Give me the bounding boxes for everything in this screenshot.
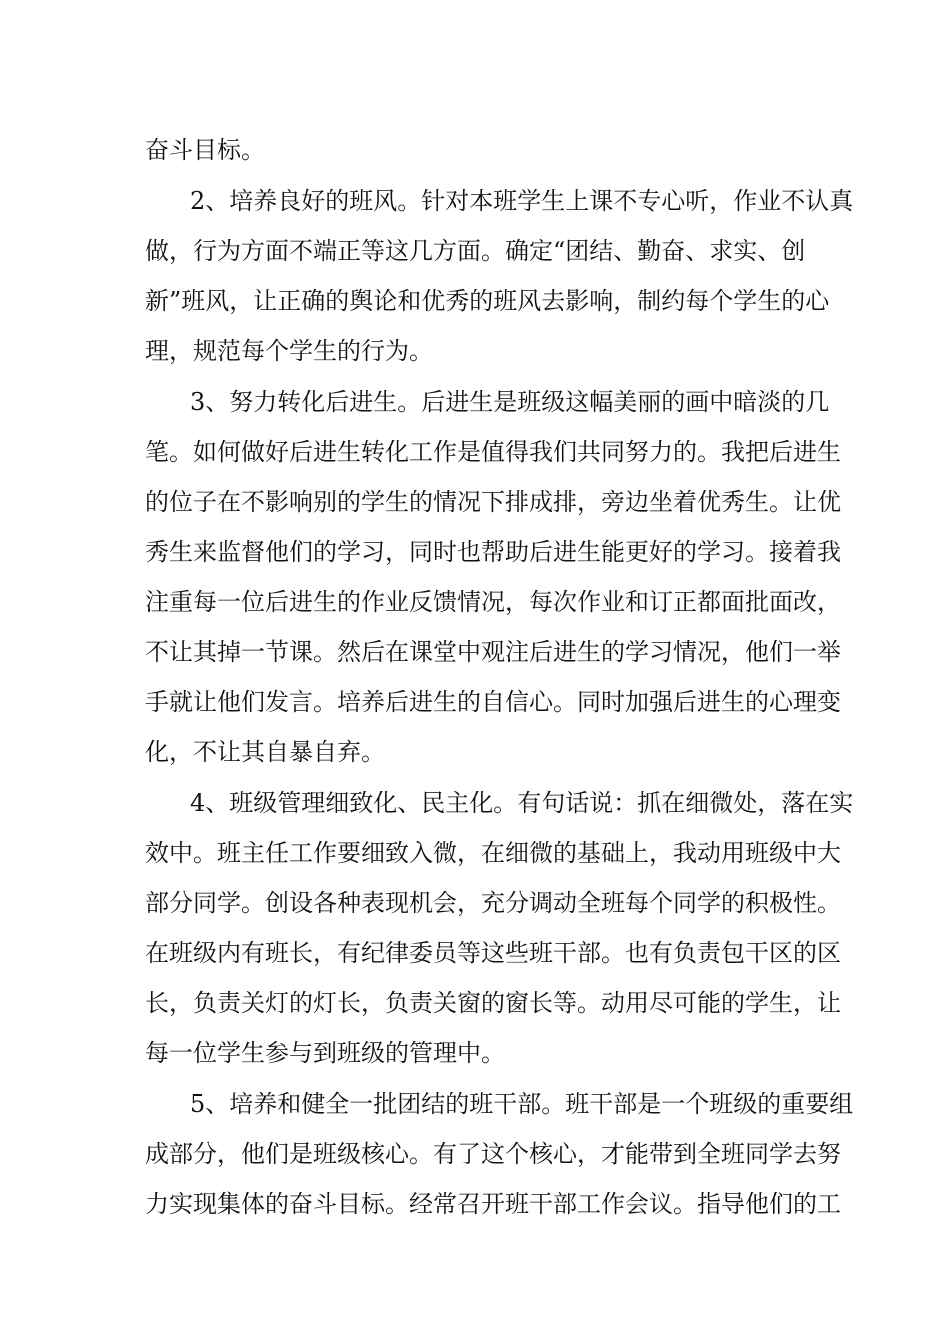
paragraph-start-line: 5、培养和健全一批团结的班干部。班干部是一个班级的重要组: [190, 1090, 854, 1118]
text-line: 每一位学生参与到班级的管理中。: [145, 1039, 505, 1067]
text-line: 长，负责关灯的灯长，负责关窗的窗长等。动用尽可能的学生，让: [145, 989, 841, 1017]
text-line: 理，规范每个学生的行为。: [145, 337, 433, 365]
paragraph-start-line: 3、努力转化后进生。后进生是班级这幅美丽的画中暗淡的几: [190, 388, 830, 416]
text-line: 化，不让其自暴自弃。: [145, 738, 385, 766]
text-line: 不让其掉一节课。然后在课堂中观注后进生的学习情况，他们一举: [145, 638, 841, 666]
text-line: 注重每一位后进生的作业反馈情况，每次作业和订正都面批面改，: [145, 588, 841, 616]
text-line: 手就让他们发言。培养后进生的自信心。同时加强后进生的心理变: [145, 688, 841, 716]
text-line: 新”班风，让正确的舆论和优秀的班风去影响，制约每个学生的心: [145, 287, 830, 315]
text-line: 笔。如何做好后进生转化工作是值得我们共同努力的。我把后进生: [145, 438, 841, 466]
paragraph-start-line: 4、班级管理细致化、民主化。有句话说：抓在细微处，落在实: [190, 789, 854, 817]
text-line: 奋斗目标。: [145, 136, 265, 164]
text-line: 部分同学。创设各种表现机会，充分调动全班每个同学的积极性。: [145, 889, 841, 917]
text-line: 效中。班主任工作要细致入微，在细微的基础上，我动用班级中大: [145, 839, 841, 867]
text-line: 做，行为方面不端正等这几方面。确定“团结、勤奋、求实、创: [145, 237, 806, 265]
text-line: 在班级内有班长，有纪律委员等这些班干部。也有负责包干区的区: [145, 939, 841, 967]
text-line: 成部分，他们是班级核心。有了这个核心，才能带到全班同学去努: [145, 1140, 841, 1168]
paragraph-start-line: 2、培养良好的班风。针对本班学生上课不专心听，作业不认真: [190, 187, 854, 215]
text-line: 秀生来监督他们的学习，同时也帮助后进生能更好的学习。接着我: [145, 538, 841, 566]
text-line: 的位子在不影响别的学生的情况下排成排，旁边坐着优秀生。让优: [145, 488, 841, 516]
text-line: 力实现集体的奋斗目标。经常召开班干部工作会议。指导他们的工: [145, 1190, 841, 1218]
